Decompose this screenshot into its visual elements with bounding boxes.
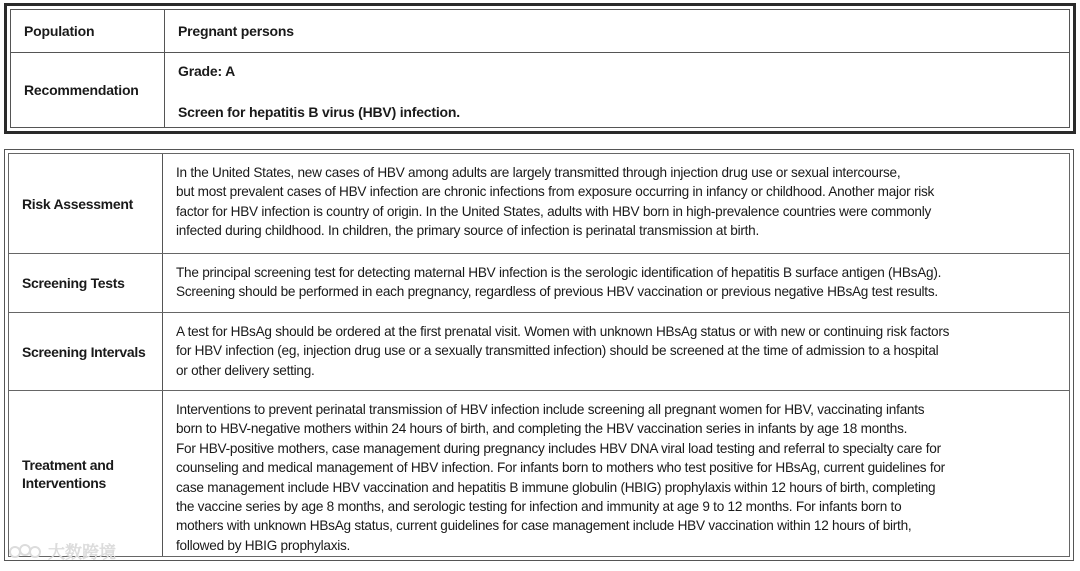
screening-intervals-text — [163, 313, 1069, 390]
text-line: the vaccine series by age 8 months, and serologic testing for infection and immunity at age 9 to 12 months. For infants born to — [176, 499, 902, 515]
screening-tests-row — [9, 254, 1069, 313]
text-line: The principal screening test for detecting maternal HBV infection is the serologic identification of hepatitis B surface antigen (HBsAg). — [176, 265, 942, 280]
text-line: For HBV-positive mothers, case management during pregnancy includes HBV DNA viral load testing and referral to specialty care for — [176, 440, 941, 456]
label-line: Interventions — [22, 474, 107, 491]
label-line: Treatment and — [22, 456, 114, 473]
treatment-interventions-label — [9, 391, 163, 556]
population-value: Pregnant persons — [178, 23, 294, 39]
screening-tests-label: Screening Tests — [9, 254, 163, 312]
population-row — [11, 10, 1069, 53]
text-line: Screening should be performed in each pregnancy, regardless of previous HBV vaccination or previous negative HBsAg test results. — [176, 284, 938, 300]
text-line: counseling and medical management of HBV infection. For infants born to mothers who test positive for HBsAg, current guidelines for — [176, 460, 945, 476]
watermark — [8, 538, 116, 563]
text-line: but most prevalent cases of HBV infection are chronic infections from exposure occurring in infancy or childhood. Another major risk — [176, 184, 935, 200]
text-line: Interventions to prevent perinatal transmission of HBV infection include screening all pregnant women for HBV, vaccinating infants — [176, 402, 925, 417]
screening-intervals-label: Screening Intervals — [9, 313, 163, 390]
screening-tests-text — [163, 254, 1069, 312]
treatment-interventions-row — [9, 391, 1069, 556]
watermark-text: 大数跨境 — [48, 543, 116, 562]
text-line: factor for HBV infection is country of origin. In the United States, adults with HBV born in high-prevalence countries were commonly — [176, 203, 932, 219]
grade-text: Grade: A — [178, 63, 236, 79]
treatment-interventions-text — [163, 391, 1069, 556]
text-line: case management include HBV vaccination and hepatitis B immune globulin (HBIG) prophylaxis within 12 hours of birth, completing — [176, 479, 936, 495]
text-line: infected during childhood. In children, the primary source of infection is perinatal transmission at birth. — [176, 223, 760, 239]
screening-intervals-row — [9, 313, 1069, 391]
text-line: mothers with unknown HBsAg status, current guidelines for case management include HBV vaccination within 12 hours of birth, — [176, 518, 912, 534]
recommendation-value — [165, 53, 1069, 127]
logo-icon — [8, 542, 44, 560]
population-label: Population — [11, 10, 165, 52]
recommendation-summary-table — [4, 3, 1076, 134]
text-line: In the United States, new cases of HBV among adults are largely transmitted through injection drug use or sexual intercourse, — [176, 165, 901, 180]
text-line: A test for HBsAg should be ordered at the first prenatal visit. Women with unknown HBsAg status or with new or continuing risk factors — [176, 324, 950, 339]
text-line: born to HBV-negative mothers within 24 hours of birth, and completing the HBV vaccination series in infants by age 18 months. — [176, 421, 908, 437]
recommendation-text: Screen for hepatitis B virus (HBV) infection. — [178, 104, 460, 120]
risk-assessment-row — [9, 154, 1069, 254]
recommendation-row — [11, 53, 1069, 127]
recommendation-label: Recommendation — [11, 53, 165, 127]
clinical-considerations-table — [4, 149, 1074, 561]
risk-assessment-label: Risk Assessment — [9, 154, 163, 253]
text-line: for HBV infection (eg, injection drug use or a sexually transmitted infection) should be screened at the time of admission to a hospital — [176, 343, 939, 359]
text-line: followed by HBIG prophylaxis. — [176, 537, 351, 553]
text-line: or other delivery setting. — [176, 362, 315, 378]
risk-assessment-text — [163, 154, 1069, 253]
